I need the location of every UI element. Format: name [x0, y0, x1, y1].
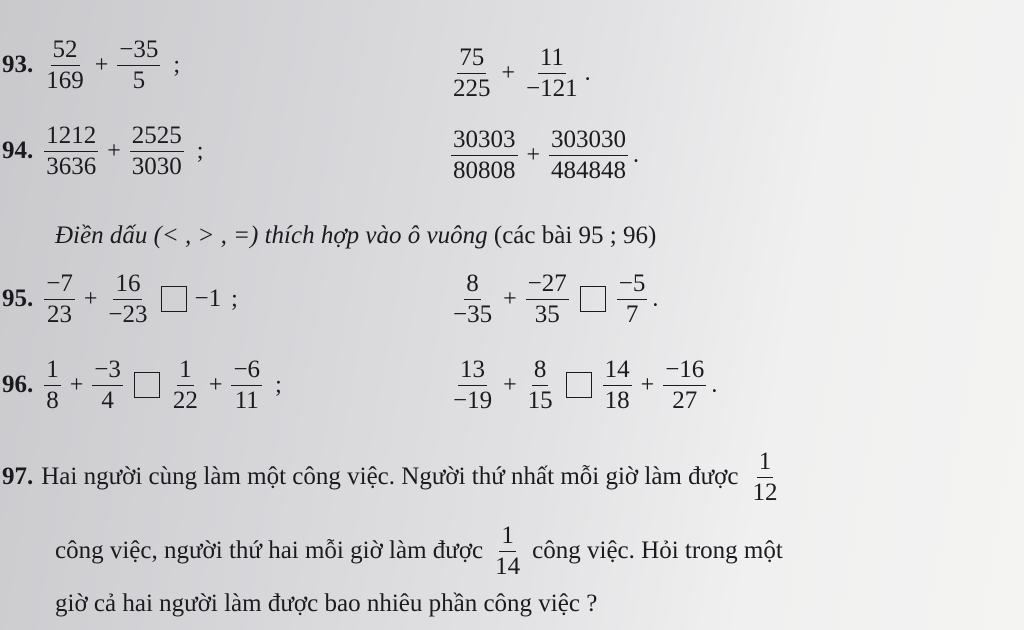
answer-box[interactable]: [161, 286, 187, 312]
separator: .: [584, 59, 591, 86]
instruction-line: [55, 222, 656, 250]
fraction: $\frac{14}{18}$: [604, 356, 630, 414]
fraction: $\frac{8}{-35}$: [453, 270, 493, 328]
separator: ;: [173, 51, 181, 78]
operator: +: [503, 285, 517, 312]
operator: +: [208, 371, 223, 398]
fraction: $\frac{-6}{11}$: [233, 356, 261, 414]
fraction: $\frac{75}{225}$: [453, 44, 491, 102]
separator: ;: [275, 371, 282, 398]
fraction: $\frac{52}{169}$: [46, 36, 84, 94]
operator: +: [83, 285, 98, 312]
fraction: $\frac{-5}{7}$: [618, 270, 646, 328]
fraction: $\frac{-16}{27}$: [665, 356, 705, 414]
fraction: $\frac{1}{22}$: [172, 356, 198, 414]
separator: .: [633, 141, 640, 168]
fraction: $\frac{-7}{23}$: [46, 270, 73, 328]
exercise-93-left: [2, 36, 180, 94]
operator: +: [69, 371, 84, 398]
answer-box[interactable]: [134, 372, 160, 398]
exercise-number: 94.: [2, 137, 34, 164]
fraction: $\frac{16}{-23}$: [108, 270, 148, 328]
fraction: $\frac{-35}{5}$: [119, 36, 159, 94]
operator: +: [107, 137, 121, 164]
exercise-94-right: [448, 126, 639, 184]
exercise-97-line3: [55, 590, 597, 618]
exercise-number: 96.: [2, 371, 34, 398]
instruction-italic: Điền dấu (< , > , =) thích hợp vào ô vuông: [55, 222, 488, 249]
operator: +: [501, 59, 516, 86]
operator: +: [503, 371, 517, 398]
answer-box[interactable]: [566, 372, 592, 398]
fraction: $\frac{1212}{3636}$: [46, 122, 97, 180]
instruction-plain: (các bài 95 ; 96): [493, 222, 657, 249]
fraction: $\frac{-27}{35}$: [527, 270, 567, 328]
fraction: $\frac{13}{-19}$: [453, 356, 493, 414]
problem-text: công việc. Hỏi trong một: [532, 537, 783, 564]
problem-text: công việc, người thứ hai mỗi giờ làm được: [55, 537, 484, 564]
exercise-96-left: [2, 356, 282, 414]
fraction: $\frac{11}{-121}$: [526, 44, 578, 102]
exercise-95-left: [2, 270, 238, 328]
operator: +: [640, 371, 655, 398]
fraction: $\frac{1}{12}$: [752, 448, 778, 506]
exercise-number: 97.: [2, 463, 34, 490]
operator: +: [94, 51, 109, 78]
exercise-93-right: [448, 44, 591, 102]
separator: ;: [196, 137, 204, 164]
separator: .: [652, 285, 659, 312]
separator: ;: [231, 285, 238, 312]
separator: .: [711, 371, 718, 398]
answer-box[interactable]: [580, 286, 606, 312]
exercise-97-line2: [55, 522, 783, 580]
fraction: $\frac{8}{15}$: [527, 356, 553, 414]
exercise-97-line1: [2, 448, 783, 506]
exercise-94-left: [2, 122, 203, 180]
problem-text: Hai người cùng làm một công việc. Người thứ nhất mỗi giờ làm được: [41, 463, 739, 490]
operator: +: [526, 141, 541, 168]
exercise-number: 93.: [2, 51, 34, 78]
fraction: $\frac{30303}{80808}$: [453, 126, 516, 184]
problem-text: giờ cả hai người làm được bao nhiêu phần công việc ?: [55, 590, 598, 617]
exercise-96-right: [448, 356, 717, 414]
fraction: $\frac{303030}{484848}$: [551, 126, 627, 184]
fraction: $\frac{1}{8}$: [46, 356, 59, 414]
fraction: $\frac{2525}{3030}$: [131, 122, 182, 180]
exercise-95-right: [448, 270, 658, 328]
exercise-number: 95.: [2, 285, 34, 312]
fraction: $\frac{1}{14}$: [495, 522, 521, 580]
value: −1: [194, 285, 222, 312]
fraction: $\frac{-3}{4}$: [94, 356, 121, 414]
